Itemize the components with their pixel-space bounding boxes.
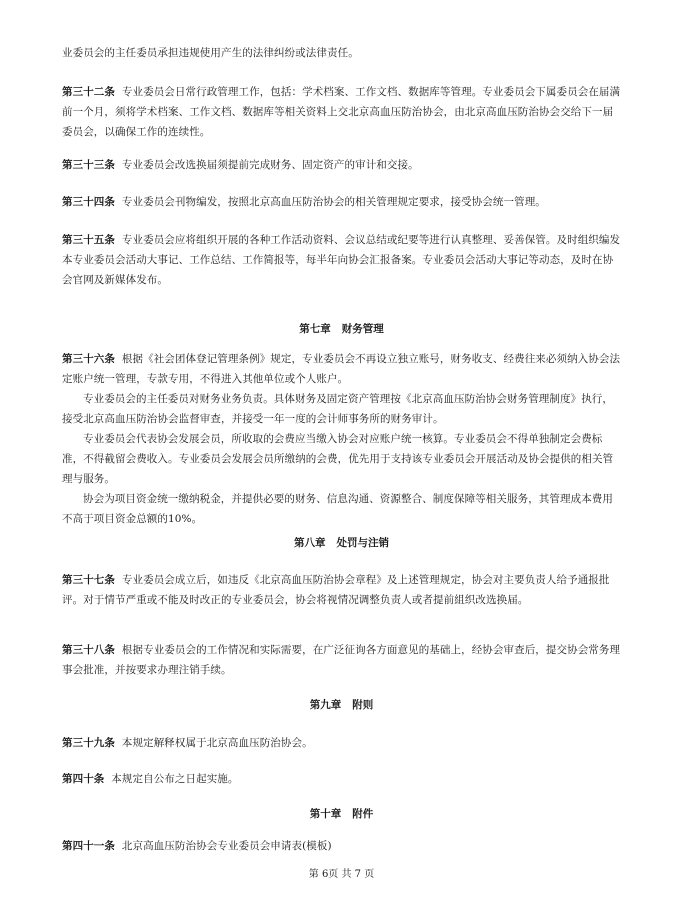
article-label: 第三十九条 (62, 737, 115, 749)
chapter-7-heading (0, 321, 683, 337)
chapter-10-heading (0, 806, 683, 822)
chapter-title: 处罚与注销 (336, 537, 389, 549)
article-label: 第三十二条 (62, 86, 115, 98)
article-text: 本规定自公布之日起实施。 (111, 773, 239, 785)
article-text: 本规定解释权属于北京高血压防治协会。 (121, 737, 313, 749)
chapter-number: 第九章 (309, 699, 342, 711)
article-text: 专业委员会改选换届须提前完成财务、固定资产的审计和交接。 (121, 159, 419, 171)
article-text: 专业委员会应将组织开展的各种工作活动资料、会议总结或纪要等进行认真整理、妥善保管。及时组织编发本专业委员会活动大事记、工作总结、工作简报等，每半年向协会汇报备案。专业委员会活动大事记等动态，及时在协会官网及新媒体发布。 (62, 234, 621, 286)
chapter-title: 财务管理 (341, 323, 384, 335)
article-36-paragraph-3: 专业委员会代表协会发展会员，所收取的会费应当缴入协会对应账户统一核算。专业委员会不得单独制定会费标准，不得截留会费收入。专业委员会发展会员所缴纳的会费，优先用于支持该专业委员会开展活动及协会提供的相关管理与服务。 (62, 433, 614, 485)
article-32 (62, 82, 622, 142)
article-text: 北京高血压防治协会专业委员会申请表(模板) (121, 840, 332, 852)
article-text: 专业委员会成立后，如违反《北京高血压防治协会章程》及上述管理规定，协会对主要负责人给予通报批评。对于情节严重或不能及时改正的专业委员会，协会将视情况调整负责人或者提前組织改选换届。 (62, 574, 610, 606)
article-label: 第三十八条 (62, 644, 115, 656)
paragraph-continuation (62, 43, 622, 63)
article-39 (62, 733, 622, 753)
article-label: 第三十三条 (62, 159, 115, 171)
article-label: 第三十五条 (62, 234, 115, 246)
article-34 (62, 192, 622, 212)
chapter-number: 第八章 (294, 537, 326, 549)
article-36-paragraph-2: 专业委员会的主任委员对财务业务负责。具体财务及固定资产管理按《北京高血压防治协会财务管理制度》执行，接受北京高血压防治协会监督审查，并接受一年一度的会计师事务所的财务审计。 (62, 393, 613, 425)
article-text: 专业委员会日常行政管理工作，包括：学术档案、工作文档、数据库等管理。专业委员会下属委员会在届满前一个月，须将学术档案、工作文档、数据库等相关资料上交北京高血压防治协会，由北京高血压防治协会交给下一届委员会，以确保工作的连续性。 (62, 86, 621, 138)
article-36-paragraph-4: 协会为项目资金统一缴纳税金，并提供必要的财务、信息沟通、资源整合、制度保障等相关服务，其管理成本费用不高于项目资金总额的10%。 (62, 493, 613, 525)
chapter-number: 第十章 (309, 808, 342, 820)
article-41 (62, 836, 622, 856)
article-label: 第三十四条 (62, 196, 115, 208)
chapter-9-heading (0, 697, 683, 713)
article-label: 第四十条 (62, 773, 105, 785)
article-label: 第三十六条 (62, 353, 115, 365)
chapter-title: 附件 (352, 808, 374, 820)
article-38 (62, 640, 622, 680)
article-35 (62, 230, 622, 290)
article-40 (62, 769, 622, 789)
article-37 (62, 570, 622, 610)
chapter-8-heading (0, 535, 683, 551)
article-36 (62, 349, 622, 529)
continuation-text: 业委员会的主任委员承担违规使用产生的法律纠纷或法律责任。 (62, 47, 359, 59)
chapter-number: 第七章 (299, 323, 331, 335)
article-text: 专业委员会刊物编发，按照北京高血压防治协会的相关管理规定要求，接受协会统一管理。 (121, 196, 546, 208)
article-label: 第四十一条 (62, 840, 115, 852)
article-text: 根据《社会团体登记管理条例》规定，专业委员会不再设立独立账号，财务收支、经费往来必须纳入协会法定账户统一管理，专款专用，不得进入其他单位或个人账户。 (62, 353, 621, 385)
page-footer: 第 6页 共 7 页 (308, 869, 375, 880)
article-33 (62, 155, 622, 175)
article-text: 根据专业委员会的工作情况和实际需要，在广泛征询各方面意见的基础上，经协会审查后，提交协会常务理事会批准，并按要求办理注销手续。 (62, 644, 621, 676)
article-label: 第三十七条 (62, 574, 115, 586)
chapter-title: 附则 (352, 699, 374, 711)
